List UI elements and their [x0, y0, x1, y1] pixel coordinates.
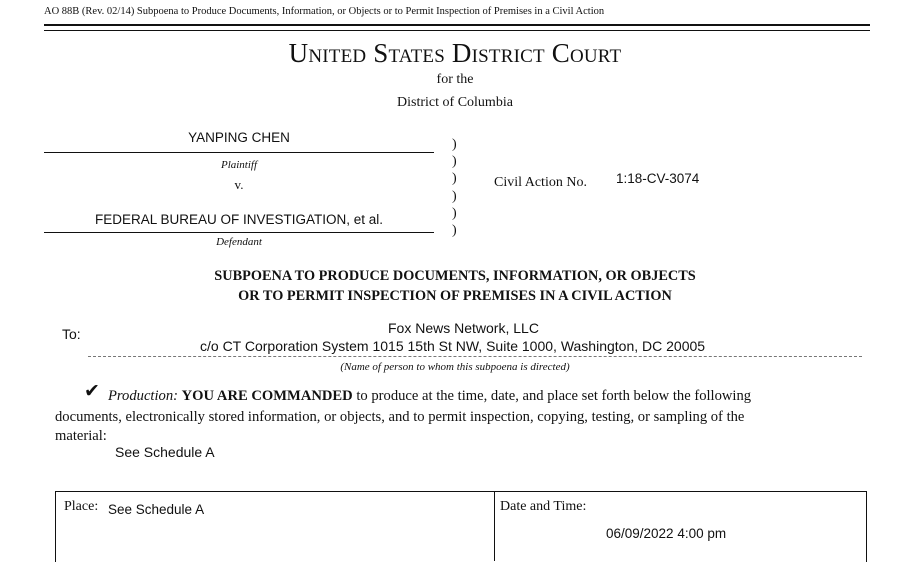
recipient-name: Fox News Network, LLC [388, 320, 539, 336]
district-name: District of Columbia [397, 95, 513, 110]
header-rule-thick [44, 24, 870, 26]
subpoena-title-line1: SUBPOENA TO PRODUCE DOCUMENTS, INFORMATION, OR OBJECTS [214, 268, 696, 284]
plaintiff-underline [44, 152, 434, 153]
subpoena-title-line2: OR TO PERMIT INSPECTION OF PREMISES IN A CIVIL ACTION [238, 288, 672, 304]
header-rule-thin [44, 30, 870, 31]
versus-text: v. [234, 177, 244, 192]
production-line3: material: [55, 428, 107, 444]
caption-parentheses: ) ) ) ) ) ) [452, 137, 457, 239]
defendant-label: Defendant [216, 236, 262, 248]
datetime-value: 06/09/2022 4:00 pm [606, 526, 727, 541]
for-the-text: for the [436, 72, 474, 87]
plaintiff-label: Plaintiff [220, 159, 258, 171]
production-line1 [108, 388, 751, 405]
civil-action-label: Civil Action No. [494, 175, 587, 190]
to-label: To: [62, 326, 81, 342]
production-line2: documents, electronically stored information, or objects, and to permit inspection, copying, testing, or sampling of the [55, 409, 745, 425]
place-label: Place: [64, 499, 99, 514]
court-title: United States District Court [288, 38, 622, 68]
commanded-text: YOU ARE COMMANDED [181, 388, 353, 404]
production-label: Production: [108, 388, 178, 404]
civil-action-number: 1:18-CV-3074 [616, 171, 700, 186]
production-checkbox: ✔ [84, 381, 100, 402]
datetime-label: Date and Time: [500, 499, 587, 514]
place-value: See Schedule A [108, 502, 205, 517]
recipient-address: c/o CT Corporation System 1015 15th St NW, Suite 1000, Washington, DC 20005 [200, 338, 706, 354]
production-line1-rest: to produce at the time, date, and place set forth below the following [352, 388, 752, 404]
defendant-name: FEDERAL BUREAU OF INVESTIGATION, et al. [94, 212, 384, 227]
plaintiff-name: YANPING CHEN [188, 130, 290, 145]
recipient-caption: (Name of person to whom this subpoena is directed) [340, 361, 570, 373]
form-identifier: AO 88B (Rev. 02/14) Subpoena to Produce Documents, Information, or Objects or to Permit Inspection of Premises in a Civil Action [44, 6, 605, 17]
recipient-underline [88, 356, 862, 357]
defendant-underline [44, 232, 434, 233]
schedule-reference: See Schedule A [115, 444, 215, 460]
